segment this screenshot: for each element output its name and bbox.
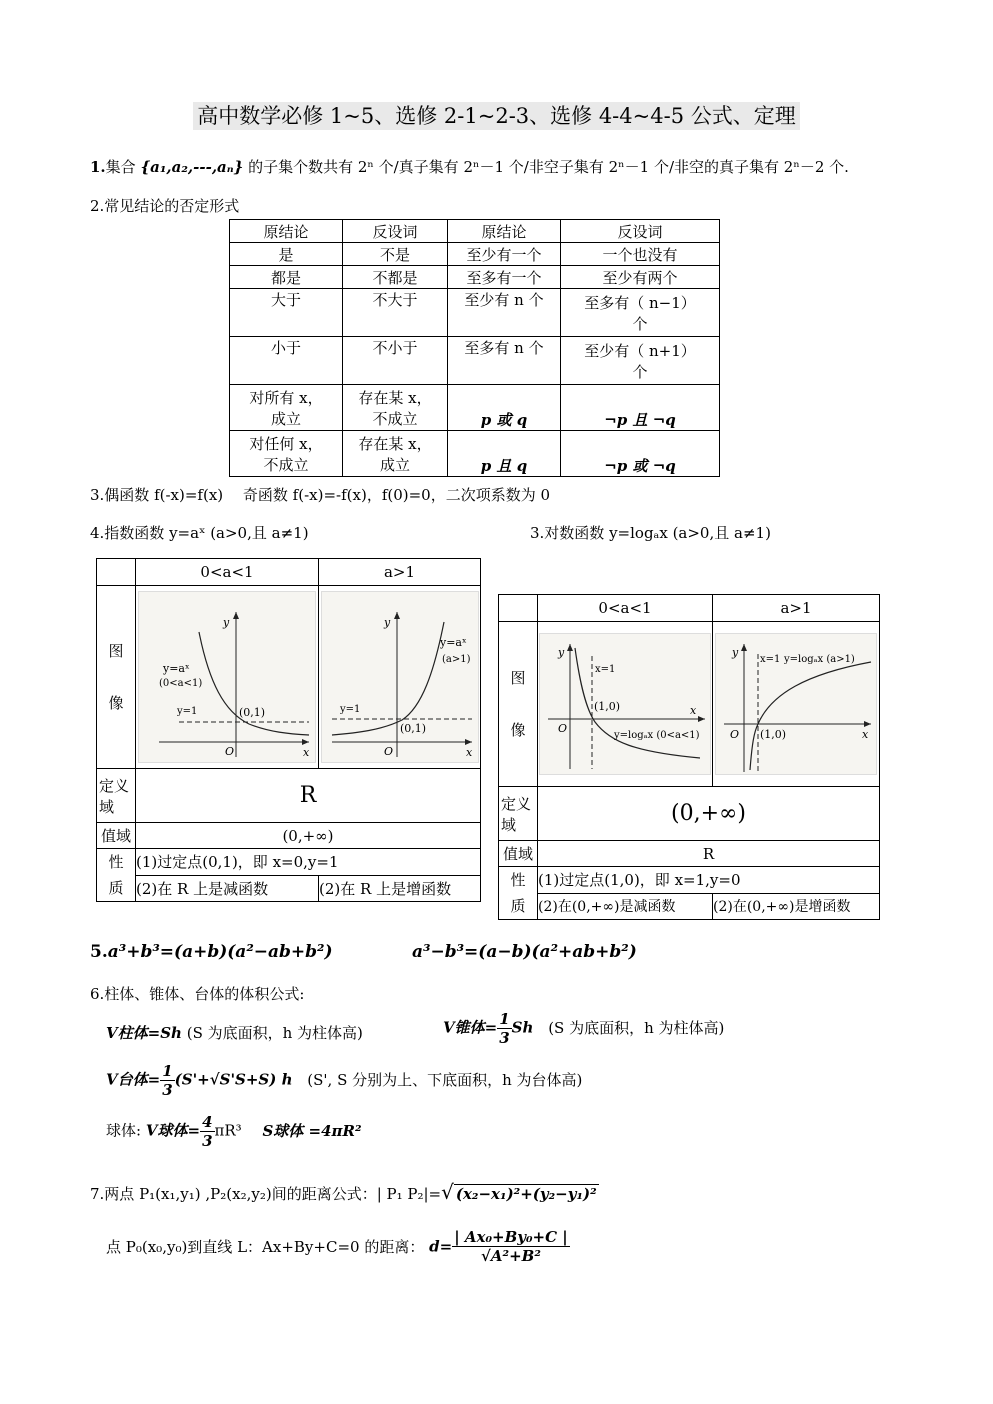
exp-domain-label: 定义域 — [97, 769, 136, 823]
neg-cell: p 且 q — [448, 431, 561, 477]
log-g2-x-axis-label: x — [862, 728, 869, 741]
log-g2-y-axis-label: y — [732, 646, 739, 659]
exp-g2-condition-label: (a>1) — [441, 654, 471, 665]
exp-graph-1-cell — [136, 586, 319, 769]
neg-cell: 存在某 x，不成立 — [343, 385, 448, 431]
log-g2-origin-label: O — [730, 728, 740, 741]
neg-cell: 不是 — [343, 243, 448, 266]
neg-header-4: 反设词 — [561, 220, 720, 243]
log-g1-point-label: (1,0) — [594, 700, 621, 713]
item2-heading: 2.常见结论的否定形式 — [90, 197, 240, 215]
neg-cell: 都是 — [230, 266, 343, 289]
exp-col1: 0<a<1 — [136, 559, 319, 586]
log-prop-1: (1)过定点(1,0)，即 x=1,y=0 — [538, 867, 880, 894]
exp-prop-1: (1)过定点(0,1)，即 x=0,y=1 — [136, 849, 481, 876]
exp-table — [96, 558, 481, 902]
exp-graph-decreasing — [138, 591, 316, 763]
neg-header-1: 原结论 — [230, 220, 343, 243]
exp-g2-y1-label: y=1 — [339, 704, 360, 715]
neg-cell: 至多有（ n−1）个 — [561, 289, 720, 337]
neg-cell: 至多有 n 个 — [448, 337, 561, 385]
log-prop-label: 性质 — [499, 867, 538, 920]
exp-col2: a>1 — [319, 559, 481, 586]
log-g1-function-label: y=logₐx (0<a<1) — [614, 730, 700, 741]
neg-cell: ¬p 且 ¬q — [561, 385, 720, 431]
log-g1-origin-label: O — [558, 722, 568, 735]
log-image-label: 图像 — [499, 622, 538, 787]
exp-g1-x-axis-label: x — [303, 746, 310, 759]
exp-graph-2-cell — [319, 586, 481, 769]
log-graph-2-cell — [713, 622, 880, 787]
item1-prefix: 集合 — [105, 158, 136, 176]
page-title: 高中数学必修 1~5、选修 2-1~2-3、选修 4-4~4-5 公式、定理 — [0, 100, 993, 130]
neg-cell: ¬p 或 ¬q — [561, 431, 720, 477]
sum-of-cubes-formula: a³+b³=(a+b)(a²−ab+b²) — [107, 942, 333, 962]
neg-cell: 至多有一个 — [448, 266, 561, 289]
neg-cell: 至少有一个 — [448, 243, 561, 266]
log-graph-increasing — [715, 633, 877, 775]
log-prop-2b: (2)在(0,+∞)是增函数 — [713, 893, 880, 920]
difference-of-cubes-formula: a³−b³=(a−b)(a²+ab+b²) — [412, 942, 637, 962]
exp-g1-condition-label: (0<a<1) — [159, 678, 203, 689]
log-g1-x1-label: x=1 — [595, 664, 616, 675]
log-g2-function-label: y=logₐx (a>1) — [784, 654, 855, 665]
frustum-volume-formula: V台体= $\frac{1}{3}$ (S'+√S'S+S) h (S', S 分别为上、下底面积，h 为台体高) — [106, 1062, 583, 1099]
log-g1-x-axis-label: x — [690, 704, 697, 717]
log-heading: 3.对数函数 y=logₐx (a>0,且 a≠1) — [530, 524, 771, 542]
item6-heading: 6.柱体、锥体、台体的体积公式: — [90, 985, 305, 1003]
neg-cell: 小于 — [230, 337, 343, 385]
cone-volume-formula: V锥体= $\frac{1}{3}$ Sh (S 为底面积，h 为柱体高) — [443, 1010, 725, 1047]
exp-heading: 4.指数函数 y=aˣ (a>0,且 a≠1) — [90, 524, 309, 542]
exp-g2-origin-label: O — [383, 745, 393, 758]
log-g2-point-label: (1,0) — [760, 728, 787, 741]
item3-line: 3.偶函数 f(-x)=f(x) 奇函数 f(-x)=-f(x)，f(0)=0，二次项系数为 0 — [90, 486, 551, 504]
neg-cell: 一个也没有 — [561, 243, 720, 266]
log-domain-value: (0,+∞) — [538, 787, 880, 841]
log-domain-label: 定义域 — [499, 787, 538, 841]
log-range-label: 值域 — [499, 841, 538, 867]
log-prop-2a: (2)在(0,+∞)是减函数 — [538, 893, 713, 920]
neg-header-3: 原结论 — [448, 220, 561, 243]
exp-g1-y1-label: y=1 — [177, 706, 198, 717]
neg-cell: 至少有两个 — [561, 266, 720, 289]
exp-g2-point-label: (0,1) — [399, 722, 426, 735]
exp-graph-increasing — [321, 591, 479, 763]
neg-cell: 大于 — [230, 289, 343, 337]
item5-line — [90, 942, 333, 962]
log-table — [498, 594, 880, 920]
log-g2-x1-label: x=1 — [760, 654, 781, 665]
exp-g1-function-label: y=aˣ — [163, 662, 190, 675]
neg-cell: 对所有 x，成立 — [230, 385, 343, 431]
log-graph-decreasing — [539, 633, 711, 775]
neg-cell: 是 — [230, 243, 343, 266]
sphere-formulas: 球体: V球体= $\frac{4}{3}$ πR³ S球体 =4πR² — [106, 1113, 362, 1150]
exp-g2-x-axis-label: x — [465, 746, 472, 759]
neg-cell: 不大于 — [343, 289, 448, 337]
exp-g2-function-label: y=aˣ — [439, 636, 467, 649]
item1-line — [90, 156, 849, 177]
distance-formula: 7.两点 P₁(x₁,y₁) ,P₂(x₂,y₂)间的距离公式：| P₁ P₂|=√ (x₂−x₁)²+(y₂−y₁)² — [90, 1180, 597, 1204]
item1-text: 的子集个数共有 2ⁿ 个/真子集有 2ⁿ－1 个/非空子集有 2ⁿ－1 个/非空的真子集有 2ⁿ－2 个. — [248, 158, 849, 176]
neg-cell: 至少有（ n+1）个 — [561, 337, 720, 385]
exp-domain-value: R — [136, 769, 481, 823]
log-graph-1-cell — [538, 622, 713, 787]
neg-cell: 存在某 x，成立 — [343, 431, 448, 477]
exp-range-value: (0,+∞) — [136, 823, 481, 849]
item1-set: {a₁,a₂,---,aₙ} — [140, 158, 244, 176]
neg-cell: 不都是 — [343, 266, 448, 289]
log-range-value: R — [538, 841, 880, 867]
exp-prop-2b: (2)在 R 上是增函数 — [319, 875, 481, 902]
exp-range-label: 值域 — [97, 823, 136, 849]
log-g1-y-axis-label: y — [558, 646, 565, 659]
neg-cell: 对任何 x，不成立 — [230, 431, 343, 477]
prism-volume-formula: V柱体=Sh (S 为底面积，h 为柱体高) — [106, 1024, 363, 1042]
exp-g2-y-axis-label: y — [383, 616, 390, 629]
neg-cell: 不小于 — [343, 337, 448, 385]
exp-g1-point-label: (0,1) — [239, 706, 266, 719]
item1-number: 1. — [90, 158, 106, 176]
log-col1: 0<a<1 — [538, 595, 713, 622]
negation-table — [229, 219, 720, 477]
neg-cell: 至少有 n 个 — [448, 289, 561, 337]
neg-cell: p 或 q — [448, 385, 561, 431]
log-col2: a>1 — [713, 595, 880, 622]
exp-prop-label: 性质 — [97, 849, 136, 902]
exp-g1-origin-label: O — [225, 745, 235, 758]
exp-image-label: 图像 — [97, 586, 136, 769]
item5-number: 5. — [90, 942, 108, 962]
exp-g1-y-axis-label: y — [223, 616, 230, 629]
exp-prop-2a: (2)在 R 上是减函数 — [136, 875, 319, 902]
point-line-distance-formula: 点 P₀(x₀,y₀)到直线 L：Ax+By+C=0 的距离： d= $\frac{\text{| Ax₀+By₀+C |}}{\text{√A²+B²}}$ — [106, 1228, 568, 1265]
neg-header-2: 反设词 — [343, 220, 448, 243]
